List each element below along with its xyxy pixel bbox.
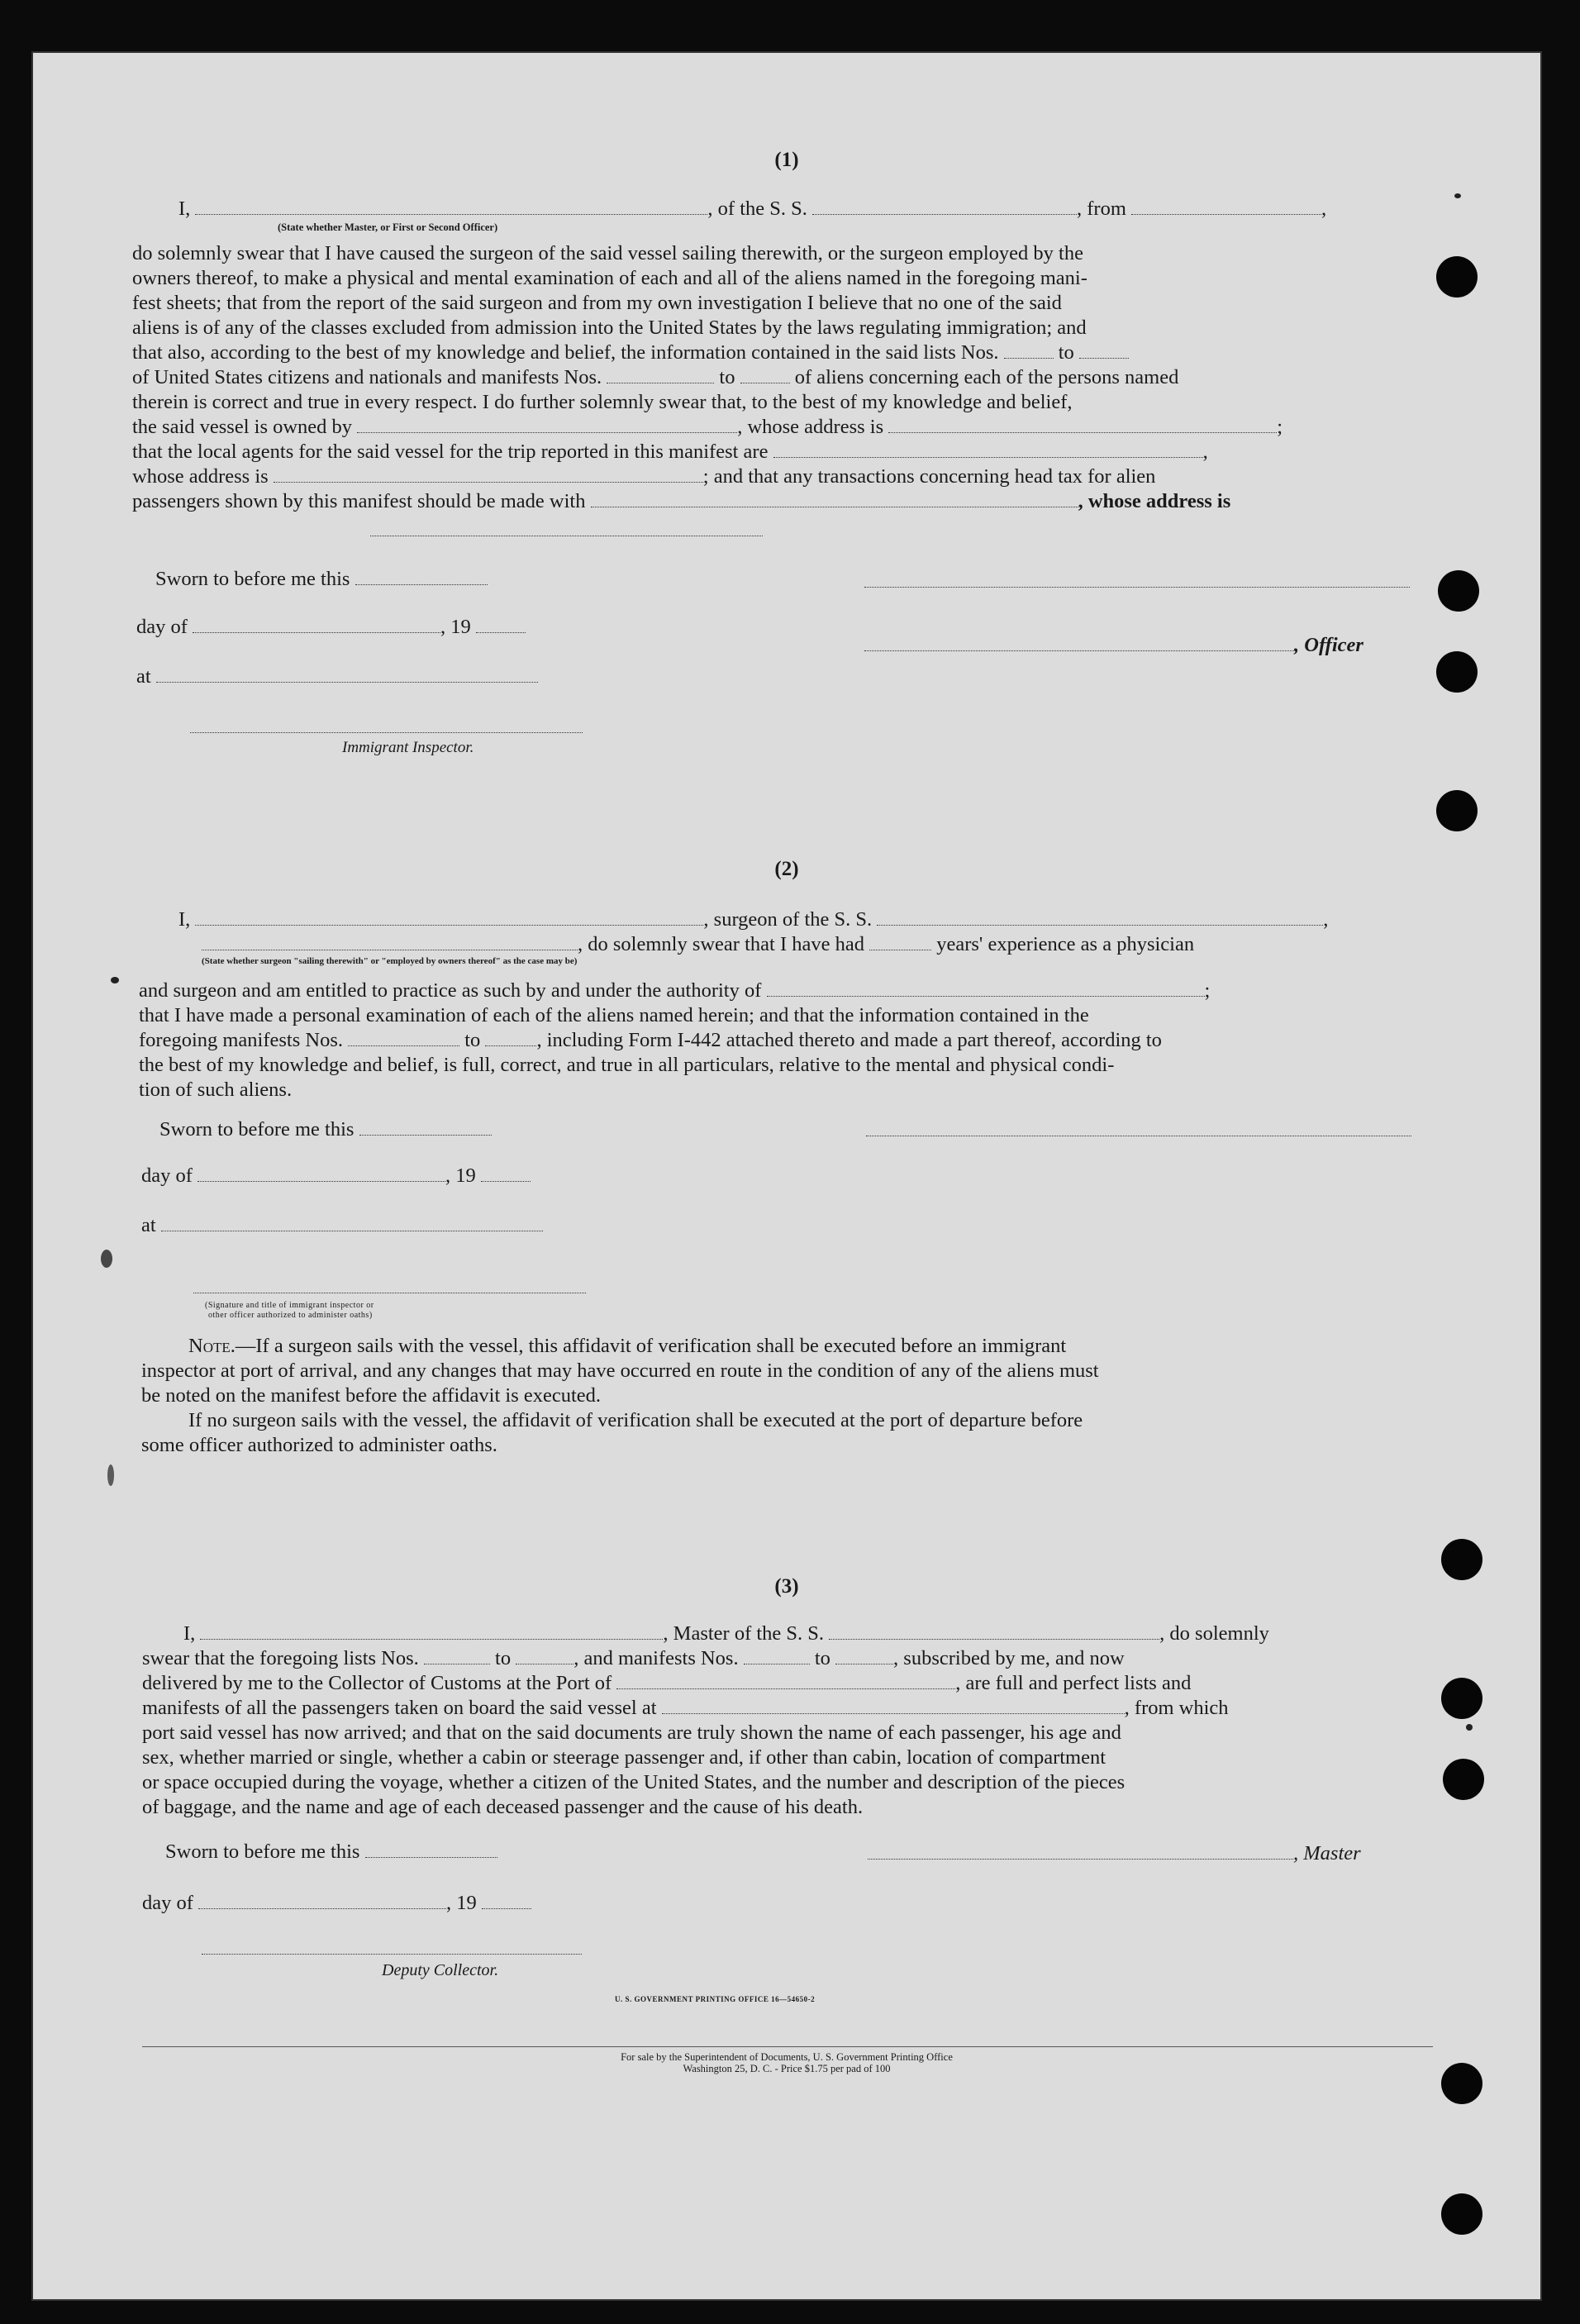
text: Sworn to before me this xyxy=(165,1841,360,1863)
text: day of xyxy=(136,616,188,638)
port-field[interactable] xyxy=(616,1677,955,1689)
s2-manifests-to-field[interactable] xyxy=(485,1034,536,1046)
note-1 xyxy=(188,1334,1066,1358)
printer-mark: U. S. GOVERNMENT PRINTING OFFICE 16—54650-2 xyxy=(615,1995,816,2003)
text: , 19 xyxy=(445,1164,476,1187)
text: , xyxy=(1321,198,1327,220)
s1-body-7: therein is correct and true in every respect. I do further solemnly swear that, to the best of my knowledge and belief, xyxy=(132,391,1073,413)
text: , from xyxy=(1077,198,1126,220)
note-3: be noted on the manifest before the affidavit is executed. xyxy=(141,1384,602,1407)
s3-sworn xyxy=(165,1840,497,1864)
master-signature-field[interactable] xyxy=(868,1847,1293,1860)
s2-sworn xyxy=(159,1117,492,1141)
text: , whose address is xyxy=(1078,490,1231,512)
embark-port-field[interactable] xyxy=(662,1702,1125,1714)
text: to xyxy=(814,1647,830,1669)
section-1-line-1 xyxy=(178,197,1326,221)
lists-to-field[interactable] xyxy=(1079,346,1129,359)
text: Sworn to before me this xyxy=(155,568,350,590)
text: I, xyxy=(178,198,191,220)
text: , 19 xyxy=(440,616,471,638)
s3-day-field[interactable] xyxy=(198,1897,446,1909)
stain xyxy=(107,1464,114,1486)
text: Sworn to before me this xyxy=(159,1118,355,1141)
s3-body-5: port said vessel has now arrived; and that on the said documents are truly shown the name of each passenger, his age and xyxy=(142,1722,1121,1744)
sig-note-1: (Signature and title of immigrant inspector or xyxy=(205,1301,374,1310)
footer-2: Washington 25, D. C. - Price $1.75 per pad of 100 xyxy=(683,2063,891,2074)
text: ; and that any transactions concerning head tax for alien xyxy=(702,465,1156,488)
s3-body-6: sex, whether married or single, whether a cabin or steerage passenger and, if other than cabin, location of compartment xyxy=(142,1746,1106,1769)
owner-field[interactable] xyxy=(357,421,737,433)
text: , of the S. S. xyxy=(707,198,807,220)
punch-hole xyxy=(1441,2193,1482,2235)
officer-line xyxy=(864,633,1363,657)
s3-lists-to-field[interactable] xyxy=(516,1652,573,1664)
footer-rule xyxy=(142,2046,1433,2047)
s3-day xyxy=(142,1891,531,1915)
at-field[interactable] xyxy=(156,670,538,683)
s1-body-3: fest sheets; that from the report of the said surgeon and from my own investigation I believe that no one of the said xyxy=(132,292,1062,314)
s3-manifests-from-field[interactable] xyxy=(744,1652,810,1664)
inspector-label: Immigrant Inspector. xyxy=(342,739,474,756)
vessel-name-field[interactable] xyxy=(812,202,1077,215)
s3-body-4 xyxy=(142,1696,1229,1720)
text: , xyxy=(1323,908,1329,931)
s2-line-1 xyxy=(178,907,1328,931)
sworn-field[interactable] xyxy=(355,573,488,585)
s2-body-5: tion of such aliens. xyxy=(139,1079,293,1101)
text: I, xyxy=(183,1622,196,1645)
s3-year-field[interactable] xyxy=(482,1897,531,1909)
section-3-heading: (3) xyxy=(774,1575,799,1598)
text: , whose address is xyxy=(737,416,884,438)
s1-body-2: owners thereof, to make a physical and mental examination of each and all of the aliens named in the foregoing mani- xyxy=(132,267,1087,289)
officer-signature-line-1[interactable] xyxy=(864,587,1410,588)
years-experience-field[interactable] xyxy=(869,938,931,950)
owner-address-field[interactable] xyxy=(888,421,1277,433)
s1-body-11 xyxy=(132,489,1230,513)
lists-from-field[interactable] xyxy=(1004,346,1054,359)
s2-body-1 xyxy=(139,979,1210,1002)
s2-line-2 xyxy=(202,932,1194,956)
text: the said vessel is owned by xyxy=(132,416,353,438)
from-field[interactable] xyxy=(1131,202,1321,215)
s1-body-10 xyxy=(132,464,1155,488)
text: ; xyxy=(1204,979,1211,1002)
text: , subscribed by me, and now xyxy=(893,1647,1125,1669)
text: , xyxy=(1202,441,1208,463)
s2-at xyxy=(141,1213,543,1237)
s1-body-6 xyxy=(132,365,1178,389)
stain xyxy=(101,1250,112,1268)
note-4: If no surgeon sails with the vessel, the affidavit of verification shall be executed at the port of departure before xyxy=(188,1409,1083,1431)
text: of aliens concerning each of the persons named xyxy=(794,366,1179,388)
s2-day xyxy=(141,1164,531,1188)
text: foregoing manifests Nos. xyxy=(139,1029,343,1051)
s3-master-name-field[interactable] xyxy=(200,1627,663,1640)
s3-sworn-field[interactable] xyxy=(365,1845,497,1858)
s3-body-7: or space occupied during the voyage, whether a citizen of the United States, and the number and description of the pieces xyxy=(142,1771,1126,1793)
s2-body-4: the best of my knowledge and belief, is full, correct, and true in all particulars, relative to the mental and physical condi- xyxy=(139,1054,1115,1076)
s3-body-1 xyxy=(183,1622,1269,1645)
text: I, xyxy=(178,908,191,931)
sig-note-2: other officer authorized to administer oaths) xyxy=(208,1311,373,1320)
text: , do solemnly swear that I have had xyxy=(578,933,864,955)
text: day of xyxy=(141,1164,193,1187)
s2-manifests-from-field[interactable] xyxy=(348,1034,459,1046)
text: , Master of the S. S. xyxy=(663,1622,825,1645)
text: , Master xyxy=(1293,1842,1361,1864)
text: delivered by me to the Collector of Customs at the Port of xyxy=(142,1672,612,1694)
surgeon-status-field[interactable] xyxy=(202,938,578,950)
text: to xyxy=(1058,341,1074,364)
agents-address-field[interactable] xyxy=(274,470,703,483)
s2-body-3 xyxy=(139,1028,1162,1052)
officer-signature-field[interactable] xyxy=(864,639,1294,651)
rank-note: (State whether Master, or First or Second Officer) xyxy=(278,221,498,233)
s2-at-field[interactable] xyxy=(161,1219,543,1231)
text: swear that the foregoing lists Nos. xyxy=(142,1647,419,1669)
text: , from which xyxy=(1124,1697,1229,1719)
inspector-signature-line[interactable] xyxy=(190,732,583,733)
punch-hole xyxy=(1441,1539,1482,1580)
text: that the local agents for the said vessel for the trip reported in this manifest are xyxy=(132,441,769,463)
collector-signature-line[interactable] xyxy=(202,1954,582,1955)
punch-hole xyxy=(1436,651,1478,693)
note-5: some officer authorized to administer oaths. xyxy=(141,1434,497,1456)
punch-hole xyxy=(1436,256,1478,298)
text: , Officer xyxy=(1294,634,1363,656)
text: to xyxy=(495,1647,512,1669)
s1-body-9 xyxy=(132,440,1208,464)
manifests-from-field[interactable] xyxy=(607,371,714,383)
s1-body-1: do solemnly swear that I have caused the surgeon of the said vessel sailing therewith, or the surgeon employed by the xyxy=(132,242,1083,264)
surgeon-name-field[interactable] xyxy=(195,913,703,926)
punch-hole xyxy=(1441,1678,1482,1719)
s1-at xyxy=(136,664,538,688)
s3-body-8: of baggage, and the name and age of each deceased passenger and the cause of his death. xyxy=(142,1796,864,1818)
text: that also, according to the best of my knowledge and belief, the information contained in the said lists Nos. xyxy=(132,341,999,364)
footer-1: For sale by the Superintendent of Documents, U. S. Government Printing Office xyxy=(621,2051,953,2063)
text: manifests of all the passengers taken on board the said vessel at xyxy=(142,1697,657,1719)
s3-manifests-to-field[interactable] xyxy=(835,1652,893,1664)
text: , do solemnly xyxy=(1159,1622,1269,1645)
note-2: inspector at port of arrival, and any changes that may have occurred en route in the condition of any of the aliens must xyxy=(141,1360,1099,1382)
surgeon-status-note: (State whether surgeon "sailing therewith" or "employed by owners thereof" as the case may be) xyxy=(202,956,578,966)
s2-day-field[interactable] xyxy=(198,1169,445,1182)
s2-body-2: that I have made a personal examination of each of the aliens named herein; and that the information contained in the xyxy=(139,1004,1089,1026)
text: , are full and perfect lists and xyxy=(955,1672,1192,1694)
day-field[interactable] xyxy=(193,621,440,633)
s1-body-8 xyxy=(132,415,1283,439)
punch-hole xyxy=(1443,1759,1484,1800)
text: whose address is xyxy=(132,465,269,488)
agents-field[interactable] xyxy=(773,445,1203,458)
s1-body-5 xyxy=(132,341,1129,364)
text: Note. xyxy=(188,1335,236,1357)
stain xyxy=(1454,193,1461,198)
year-field[interactable] xyxy=(476,621,526,633)
text: passengers shown by this manifest should be made with xyxy=(132,490,586,512)
master-name-field[interactable] xyxy=(195,202,707,215)
punch-hole xyxy=(1438,570,1479,612)
text: , and manifests Nos. xyxy=(573,1647,739,1669)
text: at xyxy=(141,1214,156,1236)
text: to xyxy=(464,1029,481,1051)
section-1-heading: (1) xyxy=(774,149,799,171)
text: —If a surgeon sails with the vessel, this affidavit of verification shall be executed before an immigrant xyxy=(235,1335,1067,1357)
text: to xyxy=(719,366,735,388)
authority-field[interactable] xyxy=(767,984,1205,997)
text: years' experience as a physician xyxy=(936,933,1195,955)
text: and surgeon and am entitled to practice as such by and under the authority of xyxy=(139,979,762,1002)
surgeon-vessel-field[interactable] xyxy=(877,913,1323,926)
s3-body-3 xyxy=(142,1671,1191,1695)
s2-sworn-field[interactable] xyxy=(359,1123,492,1136)
form-page xyxy=(31,51,1542,2301)
head-tax-field[interactable] xyxy=(591,495,1078,507)
s3-lists-from-field[interactable] xyxy=(424,1652,490,1664)
s2-year-field[interactable] xyxy=(481,1169,531,1182)
s1-sworn xyxy=(155,567,488,591)
collector-label: Deputy Collector. xyxy=(382,1961,499,1979)
s3-body-2 xyxy=(142,1646,1125,1670)
manifests-to-field[interactable] xyxy=(740,371,790,383)
stain xyxy=(1466,1724,1473,1731)
section-2-heading: (2) xyxy=(774,858,799,880)
text: , 19 xyxy=(446,1892,477,1914)
text: , including Form I-442 attached thereto and made a part thereof, according to xyxy=(536,1029,1162,1051)
punch-hole xyxy=(1441,2063,1482,2104)
text: , surgeon of the S. S. xyxy=(703,908,873,931)
s3-vessel-field[interactable] xyxy=(829,1627,1159,1640)
s1-day xyxy=(136,615,526,639)
text: ; xyxy=(1277,416,1283,438)
text: of United States citizens and nationals and manifests Nos. xyxy=(132,366,602,388)
text: at xyxy=(136,665,151,688)
s1-body-4: aliens is of any of the classes excluded from admission into the United States by the laws regulating immigration; and xyxy=(132,317,1087,339)
master-signature xyxy=(868,1841,1361,1865)
stain xyxy=(111,977,119,983)
punch-hole xyxy=(1436,790,1478,831)
text: day of xyxy=(142,1892,193,1914)
